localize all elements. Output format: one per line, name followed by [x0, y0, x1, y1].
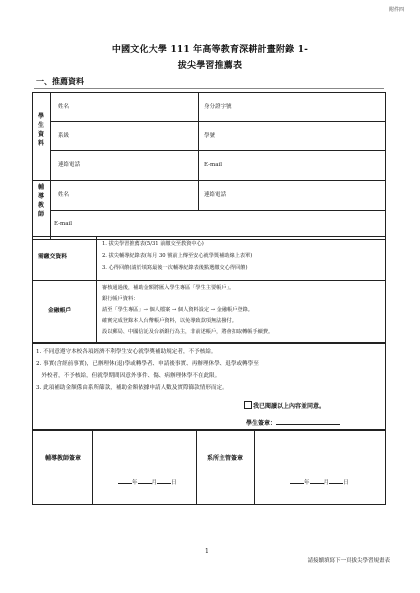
dept-sign-label: 系所主管簽章 [206, 455, 243, 462]
footer-note: 請接續填寫下一頁拔尖學習規畫表 [307, 558, 390, 564]
agree-checkbox-row[interactable] [244, 401, 325, 410]
documents-item-1: 1. 拔尖學習推薦表(5/31 前繳交至教資中心) [102, 241, 204, 247]
documents-item-3: 3. 心得回饋(請於填寫最後一次輔導紀錄表後點選繳交心得回饋) [102, 265, 248, 271]
term-3: 3. 此項補助金額係由系所篩款，補助金額依據申請人數及實際篩款情形而定。 [36, 385, 228, 391]
mentor-sign-label: 輔導教師簽章 [44, 455, 81, 462]
mentor-email-label: E-mail [54, 221, 72, 227]
mentor-sign-date[interactable]: 年 月 日 [118, 480, 177, 487]
attachment-tag: 附件四 [388, 7, 404, 13]
account-line-5: 設以郵局、中國信託及台新銀行為主，非前述帳戶，將會扣取轉帳手續費。 [102, 329, 274, 335]
account-line-2: 銀行帳戶資料： [102, 296, 139, 302]
student-signature-field[interactable] [276, 418, 340, 425]
form-title: 拔尖學習推薦表 [177, 61, 243, 71]
mentor-name-label: 姓名 [58, 192, 70, 198]
term-2-cont: 外校者，不予核給，但就學期間因意外事件、傷、病辦理休學不在此限。 [36, 373, 221, 379]
account-label: 金融帳戶 [48, 308, 72, 314]
documents-label: 需繳交資料 [38, 254, 67, 260]
student-group-label: 學生資料 [37, 113, 44, 147]
section-rule [34, 88, 384, 89]
student-dept-label: 系級 [58, 133, 70, 139]
account-line-1: 審核通過後，補助金額將匯入學生專區「學生主要帳戶」。 [102, 285, 235, 291]
term-2: 2. 事實(含經前事實)，已辦理休(退)學或轉學者、申請後事實、再辦理休學、退學或轉學至 [36, 361, 259, 367]
mentor-phone-label: 連絡電話 [204, 192, 227, 198]
student-signature-row [246, 418, 340, 427]
page-number: 1 [205, 548, 209, 555]
account-line-4: 確實完成登錄本人台幣帳戶資料，以免導致款項無法撥付。 [102, 318, 237, 324]
signature-table [32, 430, 386, 505]
agree-text: 我已閱讀以上內容並同意。 [253, 403, 326, 410]
student-id-label: 身分證字號 [204, 104, 232, 110]
student-email-label: E-mail [204, 162, 222, 168]
dept-sign-date[interactable]: 年 月 日 [290, 480, 349, 487]
mentor-group-label: 輔導教師 [37, 184, 44, 218]
student-phone-label: 連絡電話 [58, 162, 81, 168]
documents-item-2: 2. 拔尖輔導紀錄表(每月 30 號前上傳至安心就學獎補助線上表單) [102, 253, 253, 259]
section-heading: 一、推薦資料 [36, 76, 84, 86]
agree-checkbox[interactable] [244, 401, 252, 409]
student-number-label: 學號 [204, 133, 216, 139]
account-line-3: 請至「學生專區」→ 個人檔案 → 個人資料設定 → 金融帳戶登錄。 [102, 307, 253, 313]
page-title: 中國文化大學 111 年高等教育深耕計畫附錄 1- [111, 45, 309, 55]
student-name-label: 姓名 [58, 104, 70, 110]
term-1: 1. 不同意遵守本校各項經濟不利學生安心就學獎補助規定者，不予核給。 [36, 349, 217, 355]
student-sign-label: 學生簽章： [246, 420, 277, 427]
